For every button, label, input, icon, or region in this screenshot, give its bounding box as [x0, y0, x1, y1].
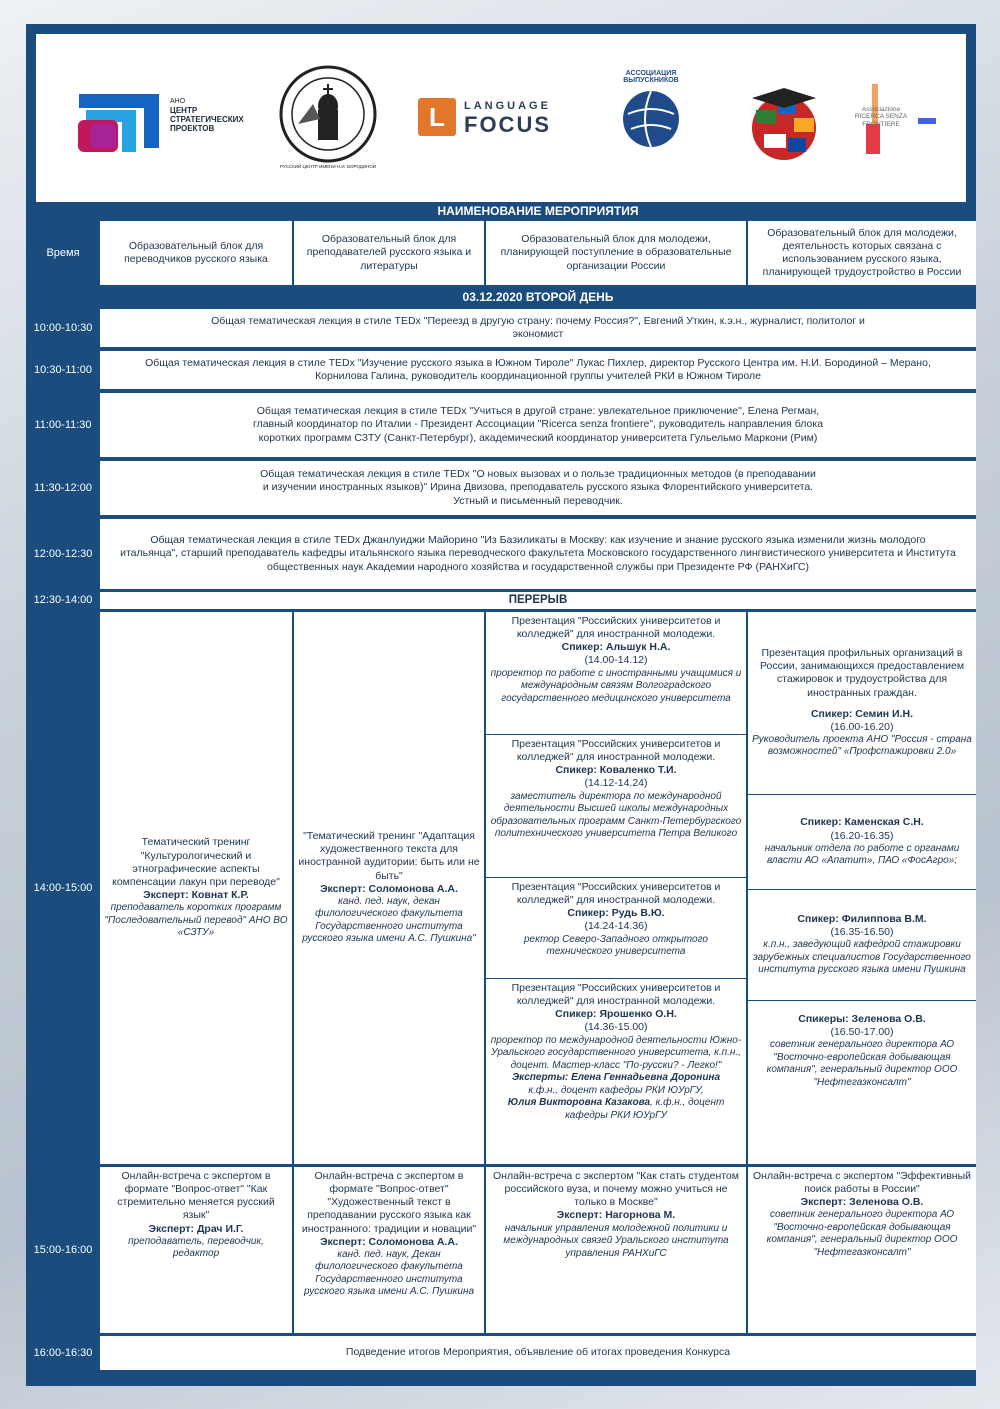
online-meeting-title: Онлайн-встреча с экспертом в формате "Вопрос-ответ" "Как стремительно меняется русский язык"	[117, 1170, 275, 1222]
time-r2: 10:30-11:00	[34, 364, 92, 376]
russian-center-logo	[278, 64, 378, 169]
employment-item	[748, 612, 976, 794]
online-meeting-teachers	[294, 1167, 484, 1333]
presentation-title: Презентация "Российских университетов и колледжей" для иностранной молодежи.	[511, 881, 721, 907]
time-1500: 15:00-16:00	[33, 1244, 93, 1256]
online-meeting-role: канд. пед. наук, Декан филологического факультета Государственного института русского языка имени А.С. Пушкина	[303, 1248, 475, 1298]
employment-time: (16.50-17.00)	[830, 1026, 894, 1039]
flags-globe-icon	[744, 84, 834, 164]
presentation-role: заместитель директора по международной деятельности Высшей школы международных образовательных программ Санкт-Петербургского политехнического университета Петра Великого	[490, 790, 742, 839]
csp-line4: ПРОЕКТОВ	[170, 124, 215, 134]
employment-role: Руководитель проекта АНО "Россия - страна возможностей" «Профстажировки 2.0»	[752, 733, 972, 758]
presentation-role: ректор Северо-Западного открытого технического университета	[524, 933, 708, 957]
presentation-time: (14.12-14.24)	[584, 777, 648, 790]
presentation-experts-role: к.ф.н., доцент кафедры РКИ ЮУрГУ,	[528, 1084, 704, 1096]
ricerca-logo	[846, 84, 956, 154]
flags-globe-logo	[744, 84, 834, 164]
csp-logo-mark	[74, 86, 164, 156]
csp-line2: ЦЕНТР	[170, 106, 198, 116]
presentation-item	[486, 612, 746, 734]
csp-logo	[74, 86, 254, 156]
presentation-speaker: Спикер: Альшук Н.А.	[561, 641, 671, 654]
time-break: 12:30-14:00	[33, 594, 93, 606]
final-row: Подведение итогов Мероприятия, объявление об итогах проведения Конкурса	[100, 1336, 976, 1370]
employment-item	[748, 1001, 976, 1164]
presentation-title: Презентация "Российских университетов и колледжей" для иностранной молодежи.	[511, 615, 721, 641]
presentation-time: (14.36-15.00)	[584, 1021, 648, 1034]
online-meeting-translators	[100, 1167, 292, 1333]
lecture-row-3: Общая тематическая лекция в стиле TEDx "Учиться в другой стране: увлекательное приключение", Елена Регман, главный координатор по Италии - Президент Ассоциации "Ricerca senza frontiere", руководитель направления блока коротких программ СЗТУ (Санкт-Петербург), академический координатор университета Гульельмо Маркони (Рим)	[100, 393, 976, 457]
training-teachers-expert: Эксперт: Соломонова А.А.	[320, 882, 458, 895]
ricerca-line2: RICERCA SENZA	[854, 113, 908, 121]
lecture-row-4: Общая тематическая лекция в стиле TEDx "О новых вызовах и о пользе традиционных методов (в преподавании и изучении иностранных языков)" Ирина Двизова, преподаватель русского языка Флорентийского университета. Устный и письменный переводчик.	[100, 461, 976, 515]
column-header-students: Образовательный блок для молодежи, планирующей поступление в образовательные организации России	[486, 221, 746, 285]
column-header-translators: Образовательный блок для переводчиков русского языка	[100, 221, 292, 285]
ricerca-line1: Associazione	[861, 106, 901, 113]
online-meeting-expert: Эксперт: Зеленова О.В.	[800, 1196, 924, 1209]
employment-role: к.п.н., заведующий кафедрой стажировки зарубежных специалистов Государственного института русского языка имени Пушкина	[753, 939, 971, 976]
language-focus-mark: L	[418, 98, 456, 136]
online-meeting-employment	[748, 1167, 976, 1333]
training-teachers-role: канд. пед. наук, декан филологического факультета Государственного института русского языка имени А.С. Пушкина"	[302, 895, 476, 945]
presentation-speaker: Спикер: Коваленко Т.И.	[555, 764, 677, 777]
employment-speaker: Спикер: Филиппова В.М.	[797, 913, 927, 926]
presentation-item	[486, 979, 746, 1164]
language-focus-logo	[418, 94, 578, 144]
church-emblem-icon	[278, 64, 378, 164]
column-header-teachers: Образовательный блок для преподавателей русского языка и литературы	[294, 221, 484, 285]
time-r3: 11:00-11:30	[34, 419, 92, 431]
employment-role: советник генерального директора АО "Восточно-европейская добывающая компания", генеральный директор ООО "Нефтегазконсалт"	[766, 1039, 958, 1088]
presentation-title: Презентация "Российских университетов и колледжей" для иностранной молодежи.	[511, 982, 721, 1008]
employment-title: Презентация профильных организаций в России, занимающихся предоставлением стажировок и трудоустройства для иностранных граждан.	[759, 647, 965, 699]
event-name-header: НАИМЕНОВАНИЕ МЕРОПРИЯТИЯ	[437, 204, 639, 218]
lecture-row-5: Общая тематическая лекция в стиле TEDx Джанлуиджи Майорино "Из Базиликаты в Москву: как изучение и знание русского языка изменили жизнь молодого итальянца", старший преподаватель кафедры итальянского языка переводческого факультета Московского государственного лингвистического университета и Института общественных наук Академии народного хозяйства и государственной службы при Президенте РФ (РАНХиГС)	[100, 519, 976, 589]
alumni-association-logo	[606, 70, 696, 164]
online-meeting-expert: Эксперт: Соломонова А.А.	[320, 1235, 458, 1248]
presentation-item	[486, 878, 746, 978]
employment-speaker: Спикеры: Зеленова О.В.	[798, 1013, 926, 1025]
ricerca-line3: FRONTIERE	[862, 120, 900, 128]
online-meeting-expert: Эксперт: Драч И.Г.	[148, 1222, 244, 1235]
employment-role: начальник отдела по работе с органами власти АО «Апатит», ПАО «ФосАгро»;	[764, 842, 960, 867]
time-column-label: Время	[46, 247, 80, 259]
presentation-item	[486, 735, 746, 877]
online-meeting-title: Онлайн-встреча с экспертом "Эффективный поиск работы в России"	[752, 1170, 972, 1196]
employment-time: (16.00-16.20)	[830, 720, 894, 733]
online-meeting-role: преподаватель, переводчик, редактор	[128, 1235, 264, 1260]
presentation-speaker: Спикер: Ярошенко О.Н.	[555, 1008, 677, 1021]
column-header-employment: Образовательный блок для молодежи, деятельность которых связана с использованием русского языка, планирующей трудоустройство в России	[748, 221, 976, 285]
time-r1: 10:00-10:30	[33, 322, 93, 334]
employment-speaker: Спикер: Семин И.Н.	[810, 707, 914, 720]
training-translators-title: Тематический тренинг "Культурологический и этнографические аспекты компенсации лакун при переводе"	[112, 836, 280, 888]
presentation-title: Презентация "Российских университетов и колледжей" для иностранной молодежи.	[511, 738, 721, 764]
lecture-row-2: Общая тематическая лекция в стиле TEDx "Изучение русского языка в Южном Тироле" Лукас Пихлер, директор Русского Центра им. Н.И. Бородиной – Мерано, Корнилова Галина, руководитель координационной группы учителей РКИ в Южном Тироле	[100, 351, 976, 389]
online-meeting-title: Онлайн-встреча с экспертом в формате "Вопрос-ответ" "Художественный текст в преподавании русского языка как иностранного: традиции и новации"	[301, 1170, 477, 1235]
break-row: ПЕРЕРЫВ	[100, 592, 976, 609]
program-page	[26, 24, 976, 1386]
lecture-row-1: Общая тематическая лекция в стиле TEDx "Переезд в другую страну: почему Россия?", Евгений Уткин, к.э.н., журналист, политолог и экономист	[100, 309, 976, 347]
employment-speaker: Спикер: Каменская С.Н.	[800, 816, 924, 829]
presentation-role: проректор по работе с иностранными учащимися и международным связям Волгоградского государственного медицинского университета	[490, 667, 742, 704]
training-translators-expert: Эксперт: Ковнат К.Р.	[143, 888, 249, 901]
online-meeting-title: Онлайн-встреча с экспертом "Как стать студентом российского вуза, и почему можно учиться не только в Москве"	[493, 1170, 739, 1209]
presentation-time: (14.24-14.36)	[584, 920, 648, 933]
employment-item	[748, 795, 976, 889]
language-focus-line1: LANGUAGE	[464, 100, 551, 112]
language-focus-line2: FOCUS	[464, 112, 551, 137]
presentation-role: проректор по международной деятельности Южно-Уральского государственного университета, к.п.н., доцент. Мастер-класс "По-русски? - Легко!"	[490, 1034, 742, 1071]
time-1400: 14:00-15:00	[33, 882, 93, 894]
alumni-caption: АССОЦИАЦИЯ ВЫПУСКНИКОВ	[623, 70, 679, 84]
time-final: 16:00-16:30	[33, 1347, 93, 1359]
employment-time: (16.35-16.50)	[830, 926, 894, 939]
logos-strip	[36, 34, 966, 202]
presentation-experts-2: Юлия Викторовна Казакова	[507, 1097, 651, 1108]
online-meeting-students	[486, 1167, 746, 1333]
time-r5: 12:00-12:30	[33, 548, 93, 560]
presentation-experts-role-2: , к.ф.н., доцент кафедры РКИ ЮУрГУ	[565, 1097, 725, 1121]
employment-time: (16.20-16.35)	[830, 829, 894, 842]
online-meeting-role: начальник управления молодежной политики и международных связей Уральского института управления РАНХиГС	[503, 1222, 729, 1259]
presentation-speaker: Спикер: Рудь В.Ю.	[567, 907, 665, 920]
training-teachers	[294, 612, 484, 1164]
day-header: 03.12.2020 ВТОРОЙ ДЕНЬ	[462, 290, 614, 304]
csp-line3: СТРАТЕГИЧЕСКИХ	[170, 115, 244, 125]
time-r4: 11:30-12:00	[34, 482, 92, 494]
csp-ano: АНО	[170, 98, 186, 105]
training-translators	[100, 612, 292, 1164]
presentation-experts: Эксперты: Елена Геннадьевна Доронина	[511, 1072, 721, 1083]
russian-center-caption: РУССКИЙ ЦЕНТР ИМЕНИ Н.И. БОРОДИНОЙ	[279, 164, 377, 169]
employment-item	[748, 890, 976, 1000]
training-translators-role: преподаватель коротких программ "Последовательный перевод" АНО ВО «СЗТУ»	[104, 902, 288, 939]
presentation-time: (14.00-14.12)	[584, 654, 648, 667]
online-meeting-expert: Эксперт: Нагорнова М.	[556, 1209, 676, 1222]
training-teachers-title: "Тематический тренинг "Адаптация художественного текста для иностранной аудитории: быть или не быть"	[298, 830, 480, 882]
online-meeting-role: советник генерального директора АО "Восточно-европейская добывающая компания", генеральный директор ООО "Нефтегазконсалт"	[766, 1209, 958, 1258]
globe-icon	[606, 74, 696, 164]
